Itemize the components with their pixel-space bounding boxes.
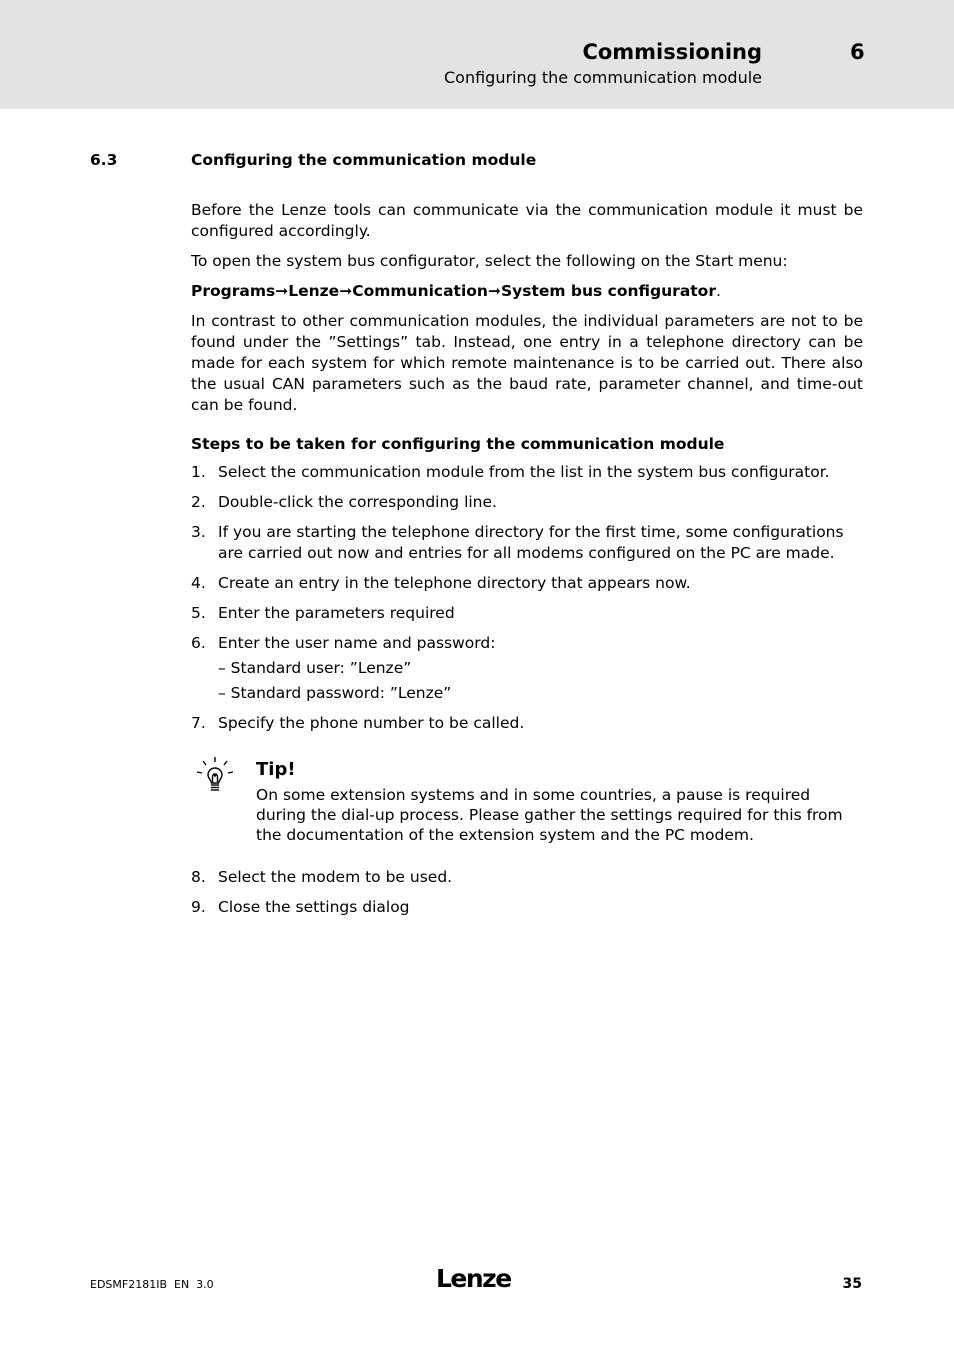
- section-number: 6.3: [90, 151, 118, 169]
- step-number: 7.: [191, 714, 206, 732]
- menu-path-item: Programs: [191, 282, 276, 300]
- list-item: [191, 633, 863, 704]
- step-text: Create an entry in the telephone directory that appears now.: [218, 574, 691, 592]
- steps-list: [191, 462, 863, 734]
- step-number: 8.: [191, 868, 206, 886]
- tip-heading: Tip!: [256, 759, 296, 780]
- step-text: Enter the user name and password:: [218, 634, 496, 652]
- chapter-subtitle: Configuring the communication module: [443, 68, 762, 87]
- menu-path-item: Lenze: [288, 282, 340, 300]
- lightbulb-icon: [195, 756, 235, 802]
- step-text: Close the settings dialog: [218, 898, 410, 916]
- lenze-logo: Lenze: [436, 1264, 511, 1293]
- intro-paragraph: Before the Lenze tools can communicate via the communication module it must be configured accordingly.: [191, 201, 863, 240]
- step-text: Select the modem to be used.: [218, 868, 453, 886]
- arrow-icon: ➞: [487, 282, 501, 300]
- step-number: 6.: [191, 634, 206, 652]
- instruction-paragraph: To open the system bus configurator, select the following on the Start menu:: [191, 252, 788, 270]
- document-id: EDSMF2181IB EN 3.0: [90, 1278, 214, 1291]
- sub-item: – Standard password: ”Lenze”: [218, 684, 452, 702]
- step-text: Select the communication module from the list in the system bus configurator.: [218, 463, 830, 481]
- list-item: [191, 522, 863, 564]
- tip-box: [191, 758, 863, 845]
- menu-path-item: System bus configurator: [500, 282, 716, 300]
- section-title: Configuring the communication module: [191, 151, 537, 169]
- menu-path-item: Communication: [352, 282, 488, 300]
- list-item: [191, 573, 863, 594]
- chapter-title: Commissioning: [582, 40, 762, 64]
- tip-text: On some extension systems and in some countries, a pause is required during the dial-up process. Please gather the settings required for this from the documentation of the extension system and the PC modem.: [256, 786, 843, 844]
- step-text: If you are starting the telephone directory for the first time, some configurations are carried out now and entries for all modems configured on the PC are made.: [218, 523, 844, 562]
- step-text: Double-click the corresponding line.: [218, 493, 497, 511]
- list-item: [191, 603, 863, 624]
- step-number: 3.: [191, 523, 206, 541]
- step-number: 1.: [191, 463, 206, 481]
- arrow-icon: ➞: [339, 282, 353, 300]
- list-item: [191, 867, 863, 888]
- description-paragraph: In contrast to other communication modules, the individual parameters are not to be found under the ”Settings” tab. Instead, one entry in a telephone directory can be made for each system for which remote maintenance is to be carried out. There also the usual CAN parameters such as the baud rate, parameter channel, and time-out can be found.: [191, 312, 863, 414]
- steps-list-continued: [191, 867, 863, 918]
- steps-heading: Steps to be taken for configuring the communication module: [191, 435, 725, 453]
- chapter-number: 6: [850, 40, 865, 64]
- menu-path-end: .: [715, 282, 721, 300]
- sub-item: – Standard user: ”Lenze”: [218, 659, 412, 677]
- step-number: 5.: [191, 604, 206, 622]
- header-band: [0, 0, 954, 109]
- list-item: [191, 492, 863, 513]
- step-text: Specify the phone number to be called.: [218, 714, 525, 732]
- list-item: [191, 897, 863, 918]
- step-number: 4.: [191, 574, 206, 592]
- step-text: Enter the parameters required: [218, 604, 455, 622]
- menu-path: [191, 281, 863, 302]
- page-number: 35: [842, 1276, 862, 1292]
- step-number: 9.: [191, 898, 206, 916]
- step-number: 2.: [191, 493, 206, 511]
- list-item: [191, 713, 863, 734]
- main-content: [191, 200, 863, 927]
- list-item: [191, 462, 863, 483]
- arrow-icon: ➞: [275, 282, 289, 300]
